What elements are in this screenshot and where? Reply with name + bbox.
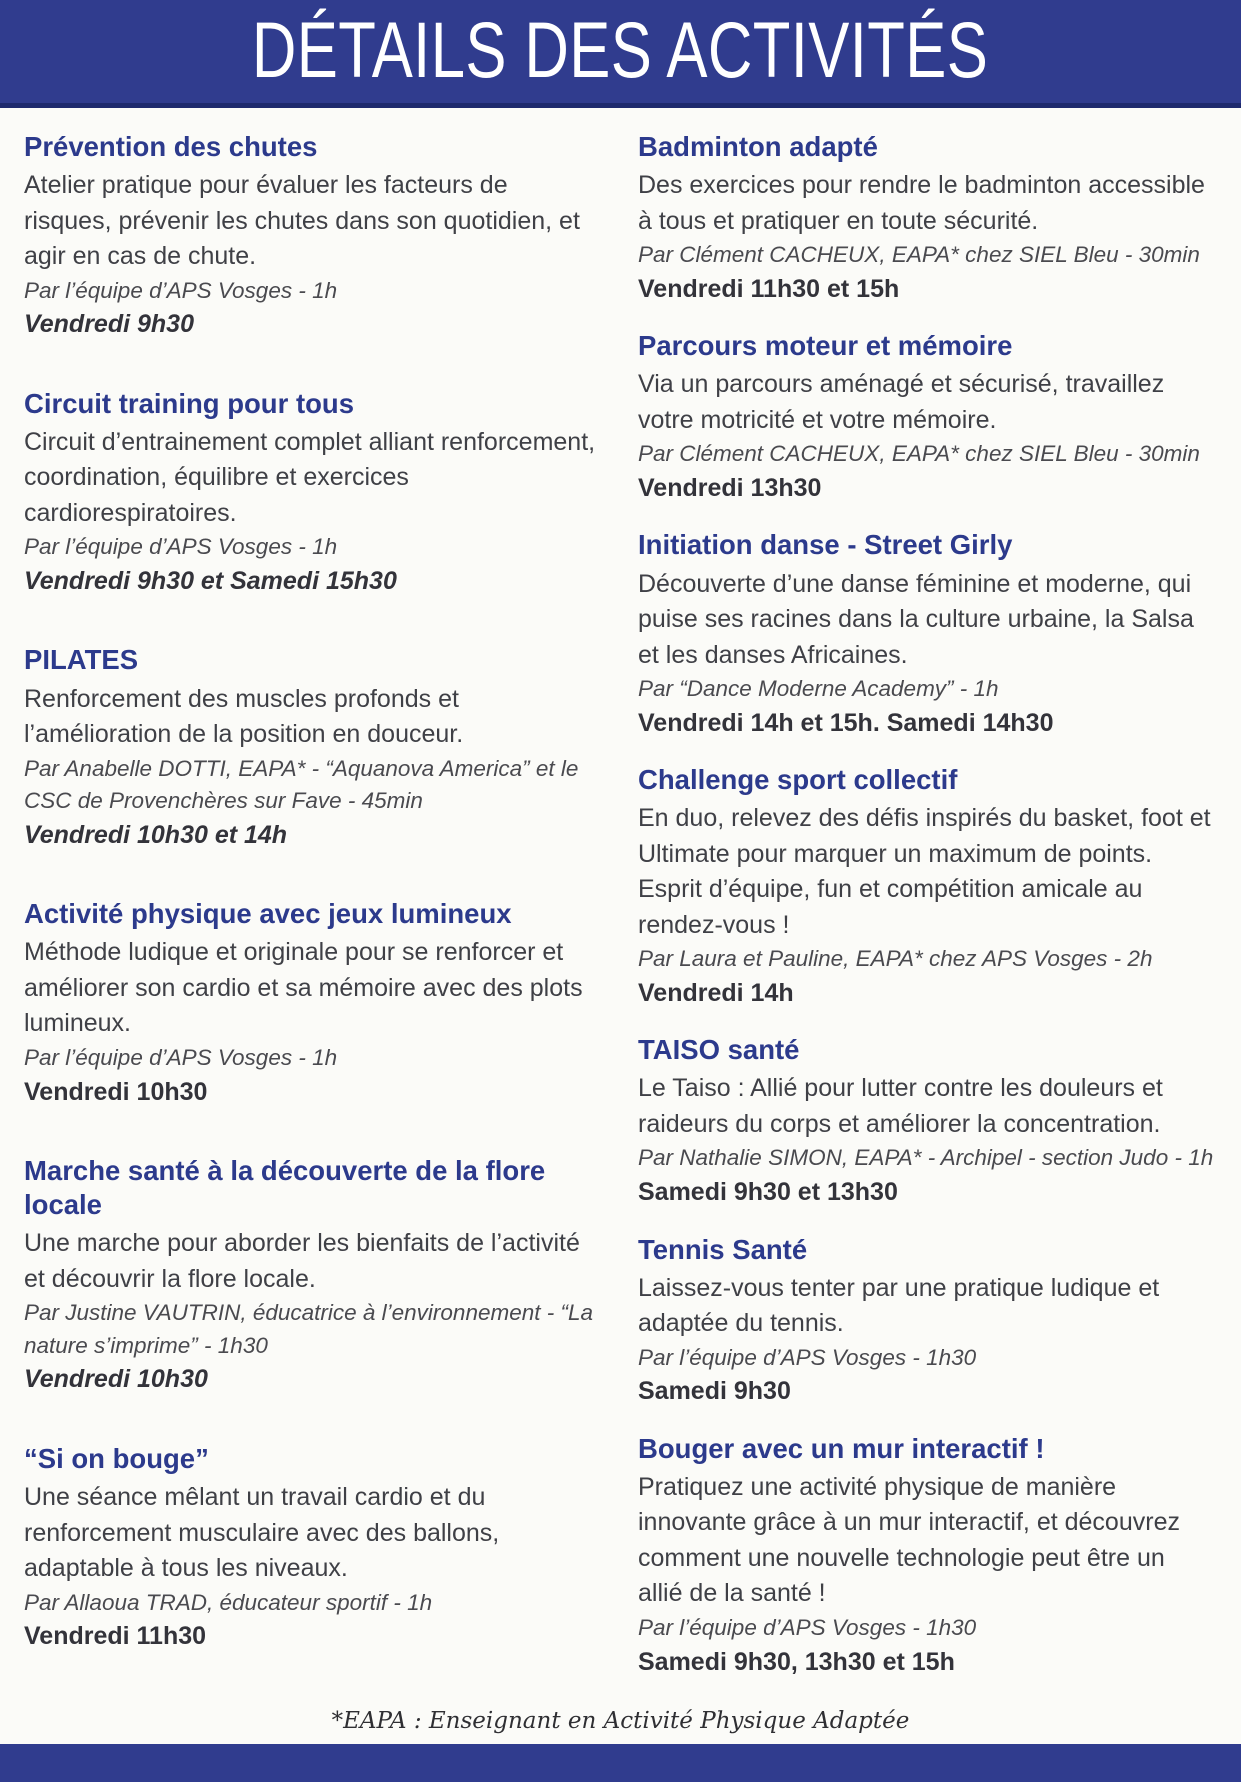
- activity-card: [638, 329, 1216, 506]
- activity-credit: Par l’équipe d’APS Vosges - 1h: [24, 277, 338, 303]
- activity-credit: Par l’équipe d’APS Vosges - 1h30: [638, 1614, 977, 1640]
- activity-title: TAISO santé: [638, 1034, 800, 1066]
- activity-description: En duo, relevez des défis inspirés du basket, foot et Ultimate pour marquer un maximum de points. Esprit d’équipe, fun et compétition amicale au rendez-vous !: [638, 804, 1211, 939]
- left-column: [24, 130, 602, 1702]
- activity-description: Renforcement des muscles profonds et l’amélioration de la position en douceur.: [24, 684, 464, 749]
- activity-schedule: Samedi 9h30 et 13h30: [638, 1178, 898, 1207]
- activity-credit: Par Anabelle DOTTI, EAPA* - “Aquanova America” et le CSC de Provenchères sur Fave - 45min: [24, 755, 579, 814]
- activity-schedule: Vendredi 14h: [638, 978, 794, 1007]
- activity-credit: Par “Dance Moderne Academy” - 1h: [638, 676, 999, 702]
- header-band: [0, 0, 1241, 108]
- activity-schedule: Vendredi 9h30 et Samedi 15h30: [24, 566, 397, 595]
- activity-title: “Si on bouge”: [24, 1442, 209, 1474]
- activity-description: Pratiquez une activité physique de manière innovante grâce à un mur interactif, et découvrez comment une nouvelle technologie peut être un allié de la santé !: [638, 1472, 1180, 1608]
- activity-schedule: Vendredi 14h et 15h. Samedi 14h30: [638, 708, 1054, 737]
- activity-title: Marche santé à la découverte de la flore locale: [24, 1155, 546, 1221]
- activity-schedule: Vendredi 10h30 et 14h: [24, 820, 288, 849]
- activity-card: [24, 643, 602, 853]
- activity-schedule: Samedi 9h30, 13h30 et 15h: [638, 1647, 955, 1676]
- activity-description: Des exercices pour rendre le badminton accessible à tous et pratiquer en toute sécurité.: [638, 171, 1205, 235]
- activity-card: [638, 1432, 1216, 1680]
- activity-title: Badminton adapté: [638, 131, 878, 162]
- activity-card: [638, 528, 1216, 741]
- activity-title: Activité physique avec jeux lumineux: [24, 898, 512, 930]
- activity-credit: Par l’équipe d’APS Vosges - 1h: [24, 534, 338, 560]
- activity-description: Circuit d’entrainement complet alliant renforcement, coordination, équilibre et exercices cardiorespiratoires.: [24, 427, 596, 527]
- activity-title: Challenge sport collectif: [638, 764, 958, 796]
- activity-title: Parcours moteur et mémoire: [638, 330, 1013, 362]
- page-title: DÉTAILS DES ACTIVITÉS: [252, 5, 989, 94]
- activity-title: Initiation danse - Street Girly: [638, 529, 1013, 561]
- activity-credit: Par Justine VAUTRIN, éducatrice à l’environnement - “La nature s’imprime” - 1h30: [24, 1300, 594, 1358]
- activities-content: [0, 108, 1241, 1702]
- activity-description: Atelier pratique pour évaluer les facteurs de risques, prévenir les chutes dans son quotidien, et agir en cas de chute.: [24, 171, 580, 271]
- activity-schedule: Samedi 9h30: [638, 1377, 791, 1406]
- eapa-footnote: *EAPA : Enseignant en Activité Physique Adaptée: [331, 1708, 910, 1735]
- activity-schedule: Vendredi 11h30: [24, 1622, 207, 1651]
- activity-card: [24, 387, 602, 600]
- footer-band: [0, 1744, 1241, 1782]
- activity-card: [24, 897, 602, 1110]
- activity-title: PILATES: [24, 644, 139, 676]
- activity-description: Découverte d’une danse féminine et moderne, qui puise ses racines dans la culture urbaine, la Salsa et les danses Africaines.: [638, 569, 1194, 669]
- activity-card: [24, 1154, 602, 1398]
- activity-description: Laissez-vous tenter par une pratique ludique et adaptée du tennis.: [638, 1273, 1160, 1338]
- activity-schedule: Vendredi 9h30: [24, 310, 194, 339]
- activity-card: [638, 1233, 1216, 1410]
- activity-description: Méthode ludique et originale pour se renforcer et améliorer son cardio et sa mémoire avec des plots lumineux.: [24, 938, 583, 1038]
- activity-card: [638, 1033, 1216, 1210]
- activity-card: [638, 130, 1216, 307]
- activity-card: [24, 130, 602, 343]
- activity-credit: Par Nathalie SIMON, EAPA* - Archipel - section Judo - 1h: [638, 1145, 1214, 1171]
- activity-card: [24, 1442, 602, 1655]
- activity-schedule: Vendredi 13h30: [638, 473, 822, 502]
- activity-credit: Par Clément CACHEUX, EAPA* chez SIEL Bleu - 30min: [638, 441, 1200, 467]
- activity-description: Une marche pour aborder les bienfaits de l’activité et découvrir la flore locale.: [24, 1229, 580, 1293]
- activity-title: Bouger avec un mur interactif !: [638, 1432, 1045, 1464]
- activity-schedule: Vendredi 10h30: [24, 1077, 208, 1106]
- activity-title: Circuit training pour tous: [24, 387, 354, 419]
- activity-credit: Par l’équipe d’APS Vosges - 1h: [24, 1044, 338, 1070]
- activity-description: Via un parcours aménagé et sécurisé, travaillez votre motricité et votre mémoire.: [638, 370, 1165, 434]
- activity-schedule: Vendredi 11h30 et 15h: [638, 274, 900, 303]
- activity-schedule: Vendredi 10h30: [24, 1365, 208, 1394]
- activity-title: Prévention des chutes: [24, 131, 318, 162]
- activity-credit: Par Clément CACHEUX, EAPA* chez SIEL Bleu - 30min: [638, 242, 1200, 268]
- activity-credit: Par l’équipe d’APS Vosges - 1h30: [638, 1344, 977, 1370]
- activity-credit: Par Allaoua TRAD, éducateur sportif - 1h: [24, 1589, 433, 1615]
- activity-description: Le Taiso : Allié pour lutter contre les douleurs et raideurs du corps et améliorer la concentration.: [638, 1074, 1163, 1138]
- activity-title: Tennis Santé: [638, 1233, 808, 1265]
- activity-description: Une séance mêlant un travail cardio et du renforcement musculaire avec des ballons, adaptable à tous les niveaux.: [24, 1483, 500, 1583]
- activity-credit: Par Laura et Pauline, EAPA* chez APS Vosges - 2h: [638, 946, 1153, 972]
- activity-card: [638, 763, 1216, 1011]
- right-column: [638, 130, 1216, 1702]
